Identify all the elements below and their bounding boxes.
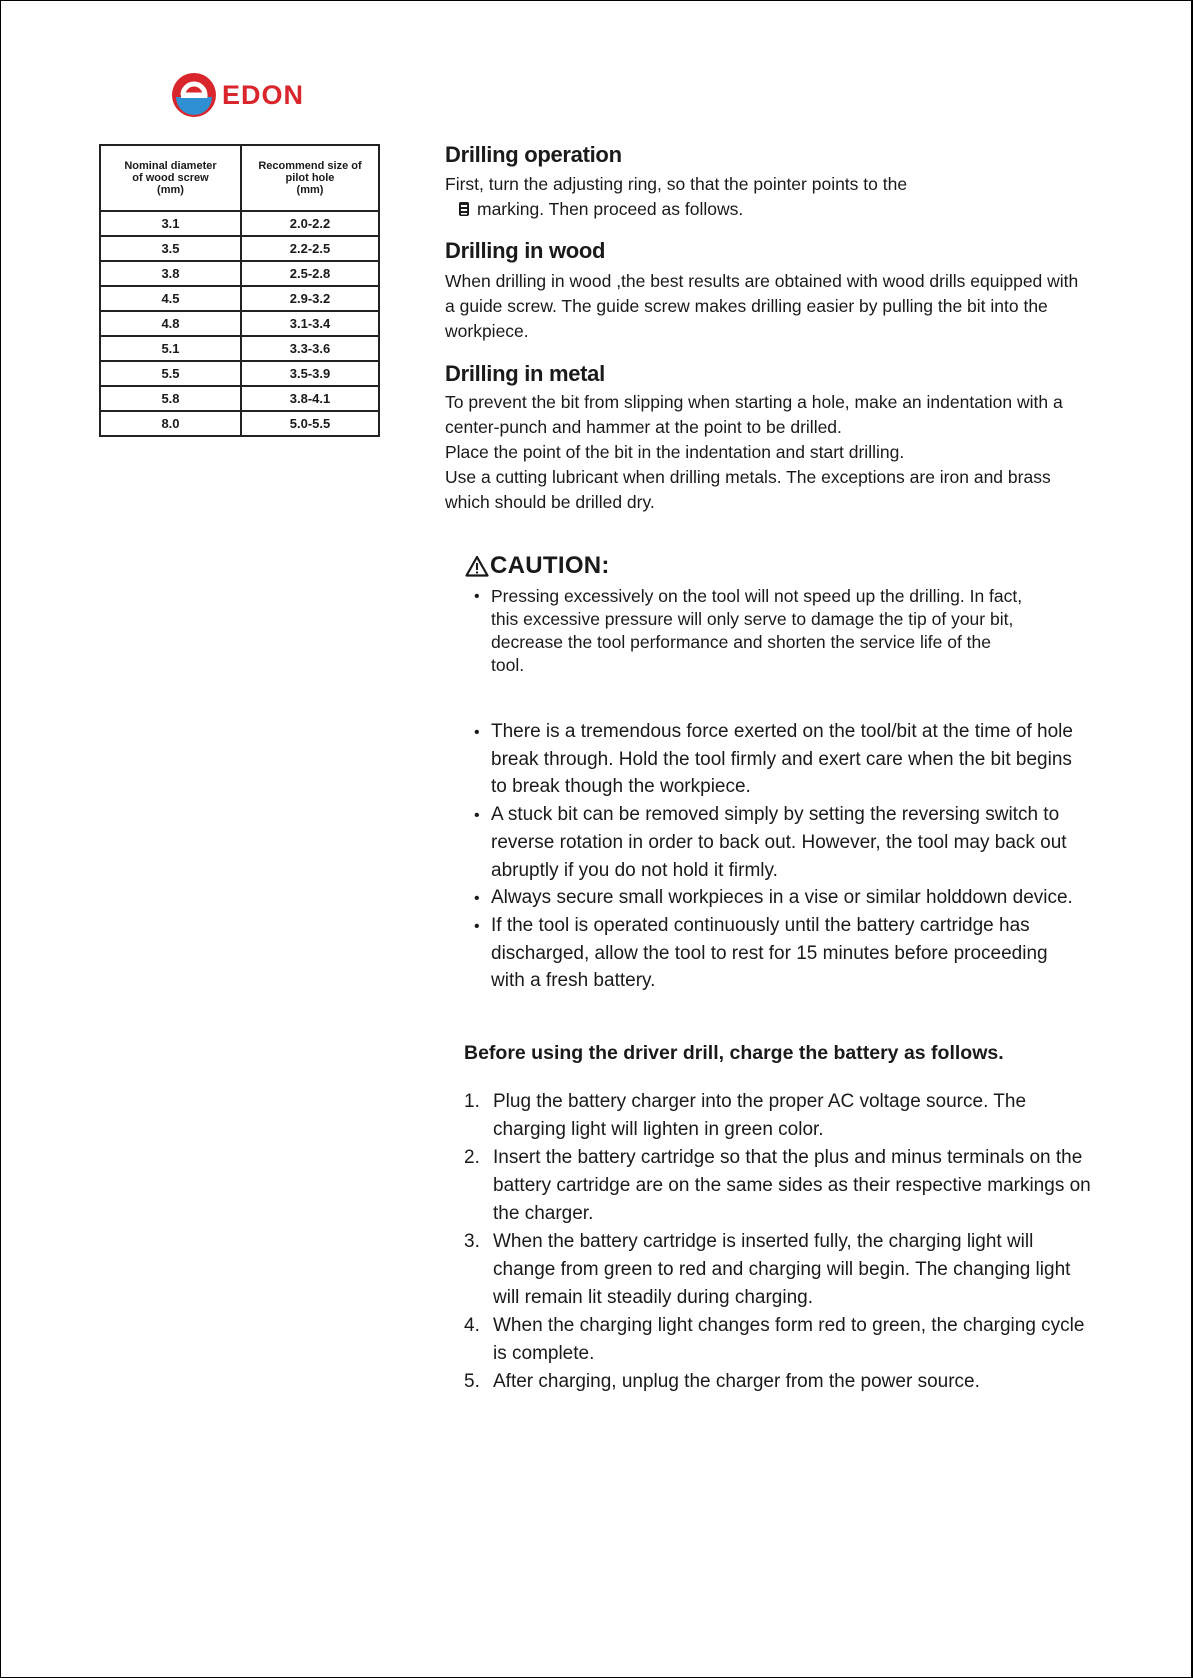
- caution-title: CAUTION:: [490, 552, 610, 579]
- caution-heading: [465, 552, 1085, 580]
- charging-step: 3. When the battery cartridge is inserted fully, the charging light will change from green to red and charging will begin. The changing light will remain lit steadily during charging.: [464, 1231, 1071, 1308]
- caution-section: [465, 552, 1085, 995]
- header-pilot-hole-size: Recommend size of pilot hole (mm): [241, 145, 379, 211]
- table-header-row: [100, 145, 379, 211]
- charging-step: 4. When the charging light changes form red to green, the charging cycle is complete.: [464, 1315, 1085, 1364]
- caution-list: [465, 718, 1085, 995]
- table-row: 5.5 3.5-3.9: [100, 361, 379, 386]
- drilling-wood-section: [445, 238, 1085, 344]
- table-row: 3.5 2.2-2.5: [100, 236, 379, 261]
- drilling-operation-line1: First, turn the adjusting ring, so that the pointer points to the: [445, 174, 908, 194]
- brand-logo: [170, 71, 304, 119]
- warning-triangle-icon: [465, 555, 489, 577]
- drilling-metal-title: Drilling in metal: [445, 361, 605, 386]
- screw-pilot-hole-table: [99, 144, 380, 437]
- header-nominal-diameter: Nominal diameter of wood screw (mm): [100, 145, 241, 211]
- drilling-operation-title: Drilling operation: [445, 142, 622, 167]
- table-row: 5.8 3.8-4.1: [100, 386, 379, 411]
- charging-section: [464, 1042, 1094, 1396]
- charging-step: 1. Plug the battery charger into the proper AC voltage source. The charging light will lighten in green color.: [464, 1091, 1027, 1140]
- charging-step: 2. Insert the battery cartridge so that the plus and minus terminals on the battery cartridge are on the same sides as their respective markings on the charger.: [464, 1147, 1091, 1224]
- table-row: 3.1 2.0-2.2: [100, 211, 379, 236]
- brand-name: EDON: [222, 79, 305, 110]
- drilling-wood-title: Drilling in wood: [445, 238, 606, 263]
- drilling-metal-text3: Use a cutting lubricant when drilling metals. The exceptions are iron and brass which should be drilled dry.: [445, 467, 1051, 512]
- edon-logo-icon: [170, 71, 218, 119]
- caution-item: • Always secure small workpieces in a vise or similar holddown device.: [465, 884, 1085, 912]
- table-row: 4.8 3.1-3.4: [100, 311, 379, 336]
- charging-steps: [464, 1088, 1094, 1396]
- drilling-metal-text1: To prevent the bit from slipping when starting a hole, make an indentation with a center-punch and hammer at the point to be drilled.: [445, 392, 1063, 437]
- drilling-metal-text2: Place the point of the bit in the indentation and start drilling.: [445, 442, 905, 462]
- caution-item: • If the tool is operated continuously until the battery cartridge has discharged, allow the tool to rest for 15 minutes before proceeding with a fresh battery.: [465, 912, 1085, 995]
- drilling-metal-section: [445, 361, 1085, 515]
- caution-item: • A stuck bit can be removed simply by setting the reversing switch to reverse rotation in order to back out. However, the tool may back out abruptly if you do not hold it firmly.: [465, 801, 1085, 884]
- table-row: 8.0 5.0-5.5: [100, 411, 379, 436]
- caution-item: • There is a tremendous force exerted on the tool/bit at the time of hole break through. Hold the tool firmly and exert care when the bit begins to break though the workpiece.: [465, 718, 1085, 801]
- drilling-operation-line2-wrap: [445, 197, 1085, 222]
- table-row: 3.8 2.5-2.8: [100, 261, 379, 286]
- charging-step: 5. After charging, unplug the charger from the power source.: [464, 1371, 980, 1392]
- caution-list-first: [465, 585, 1025, 677]
- charging-title: Before using the driver drill, charge the battery as follows.: [464, 1042, 1004, 1064]
- drilling-wood-text: When drilling in wood ,the best results are obtained with wood drills equipped with a guide screw. The guide screw makes drilling easier by pulling the bit into the workpiece.: [445, 271, 1079, 341]
- drilling-operation-line2: marking. Then proceed as follows.: [477, 199, 744, 219]
- table-row: 5.1 3.3-3.6: [100, 336, 379, 361]
- drilling-operation-section: [445, 142, 1085, 222]
- drill-mode-icon: [457, 201, 473, 217]
- caution-item: • Pressing excessively on the tool will not speed up the drilling. In fact, this excessive pressure will only serve to damage the tip of your bit, decrease the tool performance and shorten the service life of the tool.: [465, 585, 1025, 677]
- table-row: 4.5 2.9-3.2: [100, 286, 379, 311]
